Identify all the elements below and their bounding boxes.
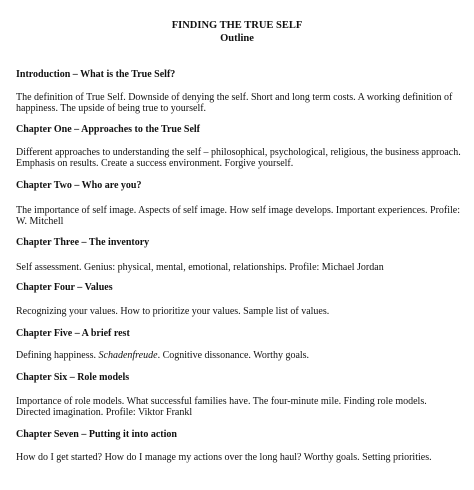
section-heading-chapter-three: Chapter Three – The inventory — [16, 237, 150, 248]
section-heading-chapter-four: Chapter Four – Values — [16, 282, 113, 293]
section-heading-introduction: Introduction – What is the True Self? — [16, 69, 176, 80]
text-line — [16, 350, 464, 361]
text-line: W. Mitchell — [16, 216, 64, 227]
text-segment: . Cognitive dissonance. Worthy goals. — [157, 350, 310, 361]
section-heading-chapter-seven: Chapter Seven – Putting it into action — [16, 429, 177, 440]
text-line: The definition of True Self. Downside of denying the self. Short and long term costs. A working definition of — [16, 92, 453, 103]
section-heading-chapter-six: Chapter Six – Role models — [16, 372, 130, 383]
text-line: Self assessment. Genius: physical, mental, emotional, relationships. Profile: Michael Jordan — [16, 262, 384, 273]
emphasis-term: Schadenfreude — [98, 350, 158, 361]
section-heading-chapter-one: Chapter One – Approaches to the True Self — [16, 124, 200, 135]
text-line: Different approaches to understanding the self – philosophical, psychological, religious, the business approach. — [16, 147, 461, 158]
text-line: How do I get started? How do I manage my actions over the long haul? Worthy goals. Setting priorities. — [16, 452, 432, 463]
document-title: FINDING THE TRUE SELF — [171, 20, 303, 31]
text-line: Directed imagination. Profile: Viktor Frankl — [16, 407, 193, 418]
text-line: Emphasis on results. Create a success environment. Forgive yourself. — [16, 158, 294, 169]
document-subtitle: Outline — [220, 33, 254, 44]
section-text-introduction — [16, 92, 464, 114]
text-line: Recognizing your values. How to prioritize your values. Sample list of values. — [16, 306, 330, 317]
section-heading-chapter-five: Chapter Five – A brief rest — [16, 328, 130, 339]
section-text-chapter-one — [16, 147, 464, 169]
section-text-chapter-five — [16, 350, 464, 361]
section-text-chapter-four — [16, 306, 464, 317]
text-line: Importance of role models. What successful families have. The four-minute mile. Finding role models. — [16, 396, 427, 407]
section-heading-chapter-two: Chapter Two – Who are you? — [16, 180, 142, 191]
text-line: The importance of self image. Aspects of self image. How self image develops. Important experiences. Profile: — [16, 205, 461, 216]
section-text-chapter-seven — [16, 452, 464, 463]
section-text-chapter-three — [16, 262, 464, 273]
section-text-chapter-two — [16, 205, 464, 227]
section-text-chapter-six — [16, 396, 464, 418]
text-line: happiness. The upside of being true to yourself. — [16, 103, 207, 114]
text-segment: Defining happiness. — [16, 350, 99, 361]
